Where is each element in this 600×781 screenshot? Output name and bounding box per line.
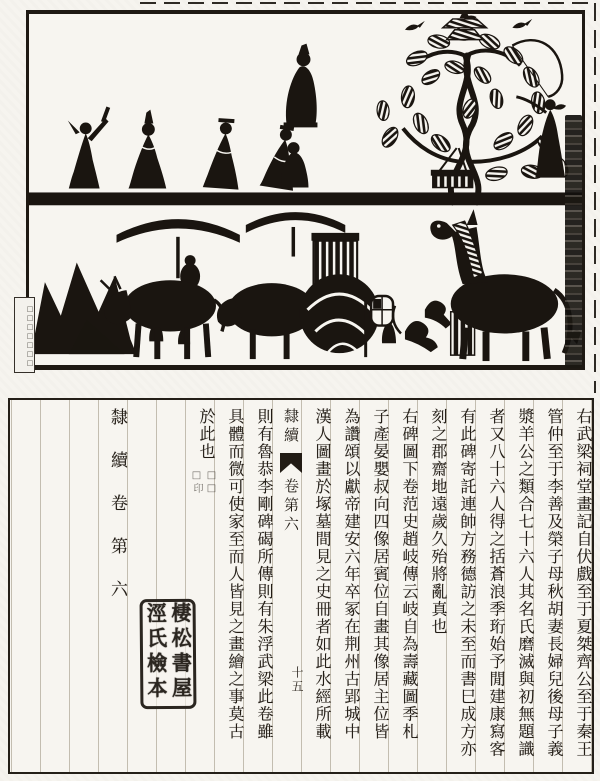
procession-figures [68, 44, 318, 191]
page-edge-line-top [140, 2, 596, 4]
collector-seal-right-column: 棲松書屋 [167, 601, 193, 702]
small-name-seal [186, 470, 220, 528]
bow [512, 40, 562, 97]
page-number: 十五 [290, 666, 304, 694]
text-column-2: 管仲至于李善及榮子母秋胡妻長婦兒後母子義 [545, 408, 564, 758]
winged-figure [68, 106, 110, 188]
relief-plate-frame [26, 10, 585, 370]
banxin-column [276, 408, 306, 768]
text-column-4: 者又八十六人得之括蒼浪季珩始予閒建康寫客 [487, 408, 506, 758]
seated-figure [284, 44, 318, 128]
plate-margin-label: □□□□□□□ [14, 297, 35, 373]
collector-seal-left-column: 涇氏檢本 [143, 601, 169, 703]
banxin-title: 隸續 [282, 408, 300, 446]
text-column-6: 刻之郡齋地遠歲久殆將亂真也 [429, 408, 448, 636]
collector-seal [140, 599, 197, 709]
official-figure [203, 117, 244, 189]
text-column-13: 於此也 [197, 408, 216, 461]
text-sheet [8, 398, 594, 774]
register-divider [29, 192, 582, 205]
end-title-column: 隸續卷第六 [107, 408, 127, 623]
text-column-1: 右武梁祠堂畫記自伏戲至于夏桀齊公至于秦王 [574, 408, 593, 758]
text-column-5: 有此碑寄託連帥方務德訪之未至而書巳成方亦 [458, 408, 477, 758]
fishtail-mark-icon [280, 453, 302, 473]
text-column-12: 具體而微可使家至而人皆見之畫繪之事莫古 [226, 408, 245, 741]
page-edge-line-right [594, 3, 596, 393]
relief-artwork [29, 14, 582, 365]
canopy-pavilion [443, 14, 487, 40]
monkey-figures [393, 301, 452, 353]
gutter-smudge [565, 115, 582, 368]
text-column-9: 為讚頌以獻帝建安六年卒冢在荆州古郢城中 [342, 408, 361, 741]
text-column-8: 子產晏嬰叔向四像居賓位自畫其像居主位皆 [371, 408, 390, 741]
text-column-7: 右碑圖下卷范史趙岐傳云岐自為壽藏圖季札 [400, 408, 419, 741]
text-column-11: 則有魯恭李剛碑碣所傳則有朱浮武梁此卷雖 [255, 408, 274, 741]
text-column-3: 漿羊公之類合七十六人其名氏磨滅與初無題識 [516, 408, 535, 758]
banxin-chapter: 卷第六 [282, 478, 300, 535]
tall-hat-figure [128, 110, 166, 189]
small-seal-right: □□ [206, 470, 217, 496]
small-seal-left: □印 [191, 470, 202, 495]
text-column-10: 漢人圖畫於塚墓間見之史冊者如此水經所載 [313, 408, 332, 741]
